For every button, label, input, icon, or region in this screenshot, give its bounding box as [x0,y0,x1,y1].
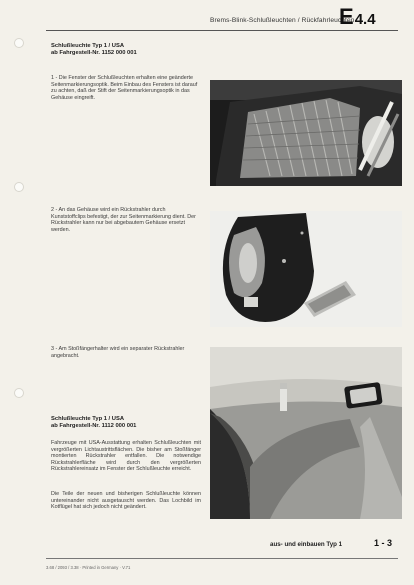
usa-equipment-paragraph: Fahrzeuge mit USA-Ausstattung erhalten Schlußleuchten mit vergrößerten Lichtaustrittsflächen. Die bisher am Stoßfänger montierten Rückstrahler entfallen. Die notwendige Rückstrahlerfläche wird durch den vergrößerten Rückstrahlereinsatz im Fenster der Schlußleuchte erreicht. [51,440,201,473]
step-2-text: 2 - An das Gehäuse wird ein Rückstrahler durch Kunststoffclips befestigt, der zur Seitenmarkierung dient. Der Rückstrahler kann nur bei abgebautem Gehäuse ersetzt werden. [51,207,196,233]
punch-hole-2 [14,182,24,192]
step-3-text: 3 - Am Stoßfängerhalter wird ein separater Rückstrahler angebracht. [51,346,185,359]
heading-line-2: ab Fahrgestell-Nr. 1112 000 001 [51,423,137,429]
footer-rule [46,558,398,559]
heading-line-2: ab Fahrgestell-Nr. 1152 000 001 [51,50,137,56]
photo-tail-light-housing [210,211,402,327]
section-number [339,6,376,28]
footer-title: aus- und einbauen Typ 1 [270,541,343,548]
section-letter: E [339,4,354,29]
photo-bumper-reflector [210,347,402,519]
heading-line-1: Schlußleuchte Typ 1 / USA [51,43,125,49]
punch-hole-3 [14,388,24,398]
photo-tail-light-window [210,80,402,186]
page-header-title: Brems-Blink-Schlußleuchten / Rückfahrleuchten [210,17,355,24]
heading-line-1: Schlußleuchte Typ 1 / USA [51,416,125,422]
step-1-text: 1 - Die Fenster der Schlußleuchten erhalten eine geänderte Seitenmarkierungsoptik. Beim Einbau des Fensters ist darauf zu achten, daß der Stift der Seitenmarkierungsoptik in das Gehäuse eingreift. [51,75,198,101]
print-line: 3.68 / 2093 / 3.38 · Printed in Germany · V.71 [46,565,131,570]
punch-hole-1 [14,38,24,48]
heading-tail-light-2 [51,416,136,430]
interchangeability-paragraph: Die Teile der neuen und bisherigen Schlußleuchte können untereinander nicht ausgetauscht werden. Das Lochbild im Kotflügel hat sich jedoch nicht geändert. [51,491,201,511]
header-rule [46,30,398,31]
heading-tail-light-1 [51,43,137,57]
section-subnumber: 4.4 [354,11,376,28]
page-number: 1 - 3 [374,538,393,548]
